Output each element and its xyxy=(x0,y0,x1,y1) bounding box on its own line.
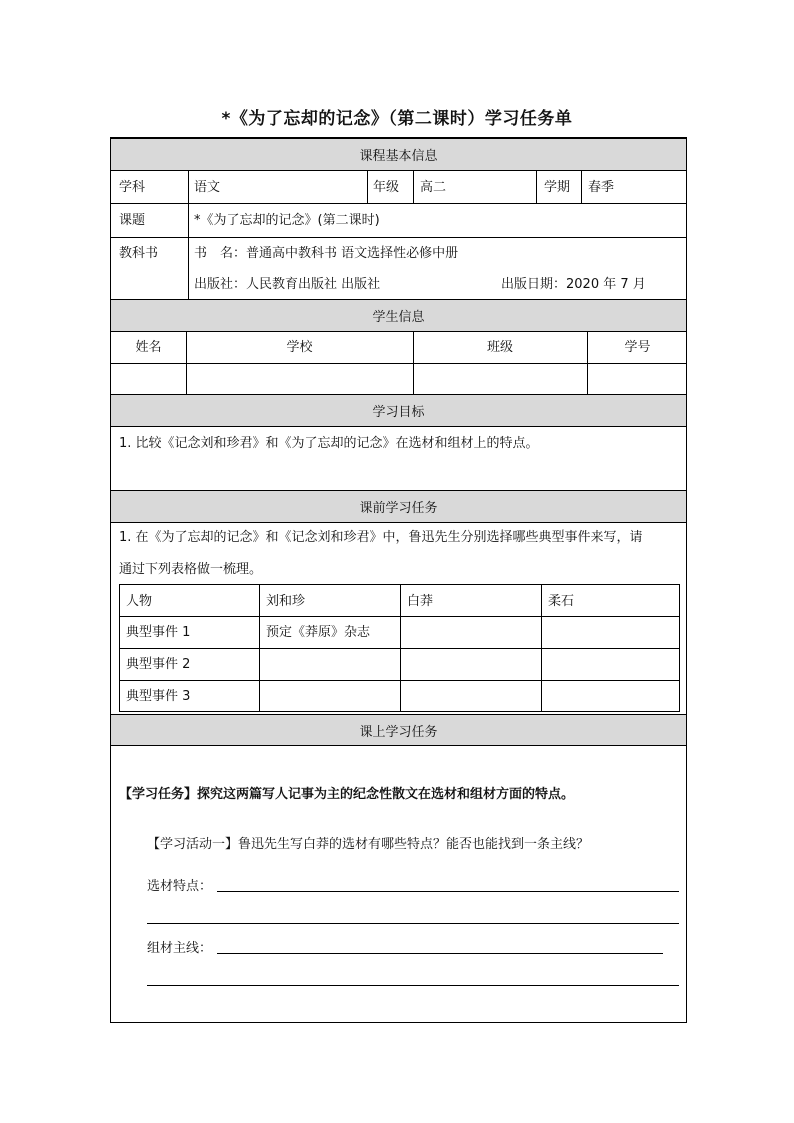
topic-value: *《为了忘却的记念》(第二课时) xyxy=(194,213,380,228)
subject-label: 学科 xyxy=(119,180,146,195)
objective-item: 1. 比较《记念刘和珍君》和《为了忘却的记念》在选材和组材上的特点。 xyxy=(119,436,539,451)
table-header-bai-mang: 白莽 xyxy=(407,594,434,609)
divider xyxy=(120,648,679,649)
pre-class-task-line2: 通过下列表格做一梳理。 xyxy=(119,562,263,577)
organization-answer-line-2[interactable] xyxy=(147,985,679,986)
column-header-class: 班级 xyxy=(486,340,513,355)
table-header-rou-shi: 柔石 xyxy=(548,594,575,609)
divider xyxy=(367,171,368,203)
term-label: 学期 xyxy=(544,180,571,195)
learning-task xyxy=(119,788,574,801)
divider xyxy=(413,171,414,203)
table-cell: 典型事件 3 xyxy=(126,689,191,704)
learning-activity: 【学习活动一】鲁迅先生写白莽的选材有哪些特点？能否也能找到一条主线？ xyxy=(147,837,590,852)
topic-label: 课题 xyxy=(119,213,146,228)
divider xyxy=(111,363,686,364)
divider xyxy=(581,171,582,203)
table-header-person: 人物 xyxy=(126,594,153,609)
pre-class-header: 课前学习任务 xyxy=(111,490,686,523)
divider xyxy=(111,203,686,204)
term-value: 春季 xyxy=(588,180,615,195)
organization-label: 组材主线： xyxy=(147,941,213,956)
table-cell: 典型事件 1 xyxy=(126,625,191,640)
subject-value: 语文 xyxy=(194,180,221,195)
objectives-header: 学习目标 xyxy=(111,394,686,427)
divider xyxy=(120,680,679,681)
grade-label: 年级 xyxy=(373,180,400,195)
selection-answer-line[interactable] xyxy=(217,891,679,892)
divider xyxy=(536,171,537,203)
in-class-header: 课上学习任务 xyxy=(111,714,686,746)
learning-task-text: 探究这两篇写人记事为主的纪念性散文在选材和组材方面的特点。 xyxy=(197,787,575,802)
student-info-header: 学生信息 xyxy=(111,299,686,332)
column-header-name: 姓名 xyxy=(135,340,162,355)
pre-class-task-line1: 1. 在《为了忘却的记念》和《记念刘和珍君》中，鲁迅先生分别选择哪些典型事件来写，请 xyxy=(119,530,643,545)
worksheet-table xyxy=(110,137,687,1023)
column-header-school: 学校 xyxy=(286,340,313,355)
selection-answer-line-2[interactable] xyxy=(147,923,679,924)
page-title: *《为了忘却的记念》（第二课时）学习任务单 xyxy=(221,109,573,129)
table-cell: 典型事件 2 xyxy=(126,657,191,672)
publisher: 出版社：人民教育出版社 出版社 xyxy=(194,277,381,292)
organization-answer-line[interactable] xyxy=(217,953,663,954)
events-table xyxy=(119,584,680,712)
grade-value: 高二 xyxy=(420,180,447,195)
table-cell: 预定《莽原》杂志 xyxy=(266,625,371,640)
learning-task-tag: 【学习任务】 xyxy=(119,787,198,802)
course-info-header: 课程基本信息 xyxy=(111,138,686,171)
book-name: 书 名：普通高中教科书 语文选择性必修中册 xyxy=(194,246,459,261)
table-header-liu-hezhen: 刘和珍 xyxy=(266,594,306,609)
divider xyxy=(111,237,686,238)
divider xyxy=(120,616,679,617)
publication-date: 出版日期：2020 年 7 月 xyxy=(501,277,646,292)
divider xyxy=(188,237,189,299)
divider xyxy=(188,171,189,237)
textbook-label: 教科书 xyxy=(119,246,159,261)
column-header-student-id: 学号 xyxy=(624,340,651,355)
selection-label: 选材特点： xyxy=(147,879,213,894)
